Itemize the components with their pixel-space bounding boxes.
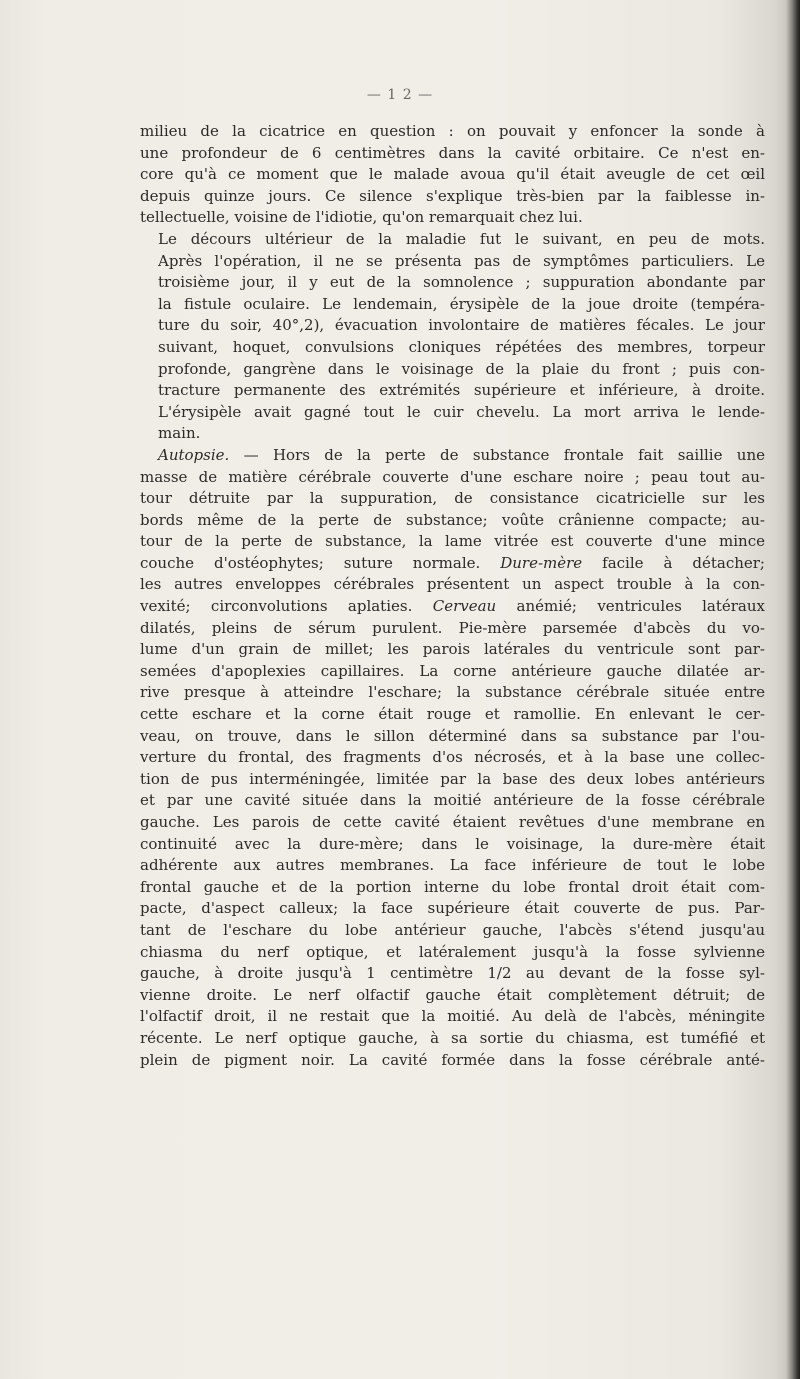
text-line: veau, on trouve, dans le sillon déterminé dans sa substance par l'ou-	[140, 726, 765, 745]
text-segment: anémié; ventricules latéraux	[496, 597, 765, 616]
autopsie-heading: Autopsie.	[158, 445, 230, 464]
text-line: main.	[158, 424, 201, 443]
text-line: lume d'un grain de millet; les parois latérales du ventricule sont par-	[140, 640, 765, 659]
text-line: l'olfactif droit, il ne restait que la moitié. Au delà de l'abcès, méningite	[140, 1007, 765, 1026]
text-line: depuis quinze jours. Ce silence s'explique très-bien par la faiblesse in-	[140, 186, 765, 205]
text-line: récente. Le nerf optique gauche, à sa sortie du chiasma, est tuméfié et	[140, 1028, 765, 1047]
text-line: suivant, hoquet, convulsions cloniques répétées des membres, torpeur	[158, 337, 765, 356]
text-line: plein de pigment noir. La cavité formée dans la fosse cérébrale anté-	[140, 1050, 765, 1069]
text-line: chiasma du nerf optique, et latéralement jusqu'à la fosse sylvienne	[140, 942, 765, 961]
text-line: tant de l'eschare du lobe antérieur gauche, l'abcès s'étend jusqu'au	[140, 920, 765, 939]
text-line	[140, 445, 765, 467]
text-line: adhérente aux autres membranes. La face inférieure de tout le lobe	[140, 856, 765, 875]
cerveau-term: Cerveau	[432, 597, 497, 616]
text-line: une profondeur de 6 centimètres dans la cavité orbitaire. Ce n'est en-	[140, 143, 765, 162]
text-line: frontal gauche et de la portion interne du lobe frontal droit était com-	[140, 877, 765, 896]
page-edge-shadow	[786, 0, 800, 1379]
text-line: cette eschare et la corne était rouge et ramollie. En enlevant le cer-	[140, 705, 765, 724]
text-line: la fistule oculaire. Le lendemain, érysipèle de la joue droite (tempéra-	[158, 294, 765, 313]
text-line: vienne droite. Le nerf olfactif gauche était complètement détruit; de	[140, 985, 765, 1004]
body-text	[140, 121, 765, 1071]
text-line: masse de matière cérébrale couverte d'une eschare noire ; peau tout au-	[140, 467, 765, 486]
text-line	[140, 596, 765, 618]
paragraph-1	[140, 121, 765, 229]
text-line: tour détruite par la suppuration, de consistance cicatricielle sur les	[140, 489, 765, 508]
text-line: milieu de la cicatrice en question : on pouvait y enfoncer la sonde à	[140, 122, 765, 140]
text-line: les autres enveloppes cérébrales présentent un aspect trouble à la con-	[140, 575, 765, 594]
text-line: dilatés, pleins de sérum purulent. Pie-mère parsemée d'abcès du vo-	[140, 618, 765, 637]
text-line: ture du soir, 40°,2), évacuation involontaire de matières fécales. Le jour	[158, 316, 765, 335]
text-line: core qu'à ce moment que le malade avoua qu'il était aveugle de cet œil	[140, 165, 765, 184]
text-line: bords même de la perte de substance; voûte crânienne compacte; au-	[140, 510, 765, 529]
text-segment: facile à détacher;	[582, 553, 765, 572]
text-line: tracture permanente des extrémités supérieure et inférieure, à droite.	[158, 381, 765, 400]
paragraph-3	[140, 445, 765, 1071]
text-line: L'érysipèle avait gagné tout le cuir chevelu. La mort arriva le lende-	[158, 402, 765, 421]
text-line: Le décours ultérieur de la maladie fut le suivant, en peu de mots.	[158, 229, 765, 248]
text-line: verture du frontal, des fragments d'os nécrosés, et à la base une collec-	[140, 748, 765, 767]
text-line: profonde, gangrène dans le voisinage de la plaie du front ; puis con-	[158, 359, 765, 378]
text-line: semées d'apoplexies capillaires. La corne antérieure gauche dilatée ar-	[140, 661, 765, 680]
text-segment: vexité; circonvolutions aplaties.	[140, 597, 413, 616]
text-line: troisième jour, il y eut de la somnolence ; suppuration abondante par	[158, 273, 765, 292]
text-line: et par une cavité située dans la moitié antérieure de la fosse cérébrale	[140, 791, 765, 810]
text-line: gauche, à droite jusqu'à 1 centimètre 1/2 au devant de la fosse syl-	[140, 964, 765, 983]
text-line: tour de la perte de substance, la lame vitrée est couverte d'une mince	[140, 532, 765, 551]
text-line: continuité avec la dure-mère; dans le voisinage, la dure-mère était	[140, 834, 765, 853]
text-line: rive presque à atteindre l'eschare; la substance cérébrale située entre	[140, 683, 765, 702]
paragraph-2	[140, 229, 765, 445]
text-segment: couche d'ostéophytes; suture normale.	[140, 553, 481, 572]
dure-mere-term: Dure-mère	[500, 553, 583, 572]
page-number: — 1 2 —	[366, 87, 434, 103]
text-segment: — Hors de la perte de substance frontale fait saillie une	[229, 445, 765, 464]
text-line: pacte, d'aspect calleux; la face supérieure était couverte de pus. Par-	[140, 899, 765, 918]
text-line	[140, 553, 765, 575]
text-line: tellectuelle, voisine de l'idiotie, qu'on remarquait chez lui.	[140, 208, 583, 227]
text-line: tion de pus interméningée, limitée par la base des deux lobes antérieurs	[140, 769, 765, 788]
text-line: Après l'opération, il ne se présenta pas de symptômes particuliers. Le	[158, 251, 765, 270]
text-line: gauche. Les parois de cette cavité étaient revêtues d'une membrane en	[140, 813, 765, 831]
